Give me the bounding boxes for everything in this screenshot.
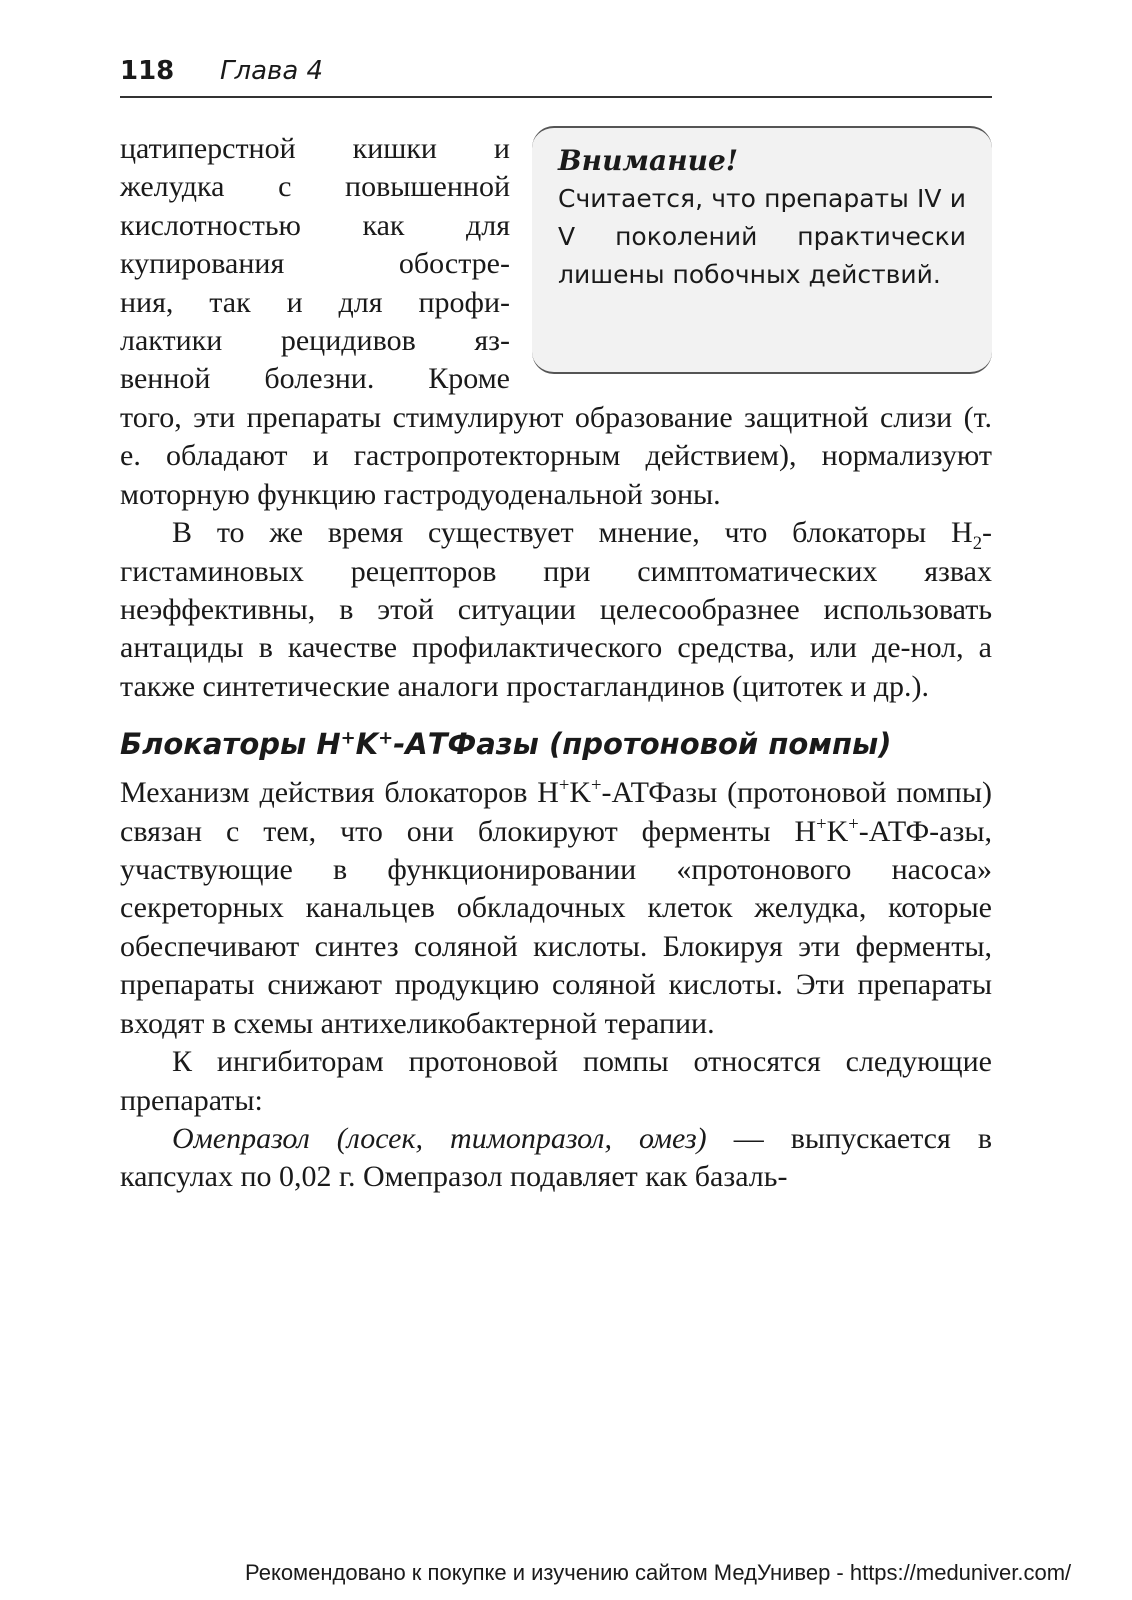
text-run: Блокаторы H: [120, 727, 341, 762]
intro-line: желудка с повышенной: [120, 170, 510, 204]
page-number: 118: [120, 56, 175, 86]
paragraph: [120, 514, 992, 706]
superscript: +: [378, 727, 394, 749]
text-run: -АТФазы (протоновой помпы) связан с тем, что они блокируют ферменты H: [120, 776, 992, 848]
intro-line: цатиперстной кишки и: [120, 132, 510, 165]
text-run: K: [355, 727, 379, 762]
paragraph: К ингибиторам протоновой помпы относятся следующие препараты:: [120, 1045, 992, 1117]
callout-title: Внимание!: [558, 144, 739, 177]
chapter-title: Глава 4: [220, 56, 324, 86]
attention-callout: [532, 126, 992, 374]
callout-text: Считается, что препараты IV и V поколений практически лишены побочных действий.: [558, 184, 966, 289]
text-run: K: [826, 814, 849, 848]
text-run: В то же время существует мнение, что блокаторы H: [172, 516, 973, 550]
intro-line: купирования обостре-: [120, 247, 510, 281]
text-run: -гистаминовых рецепторов при симптоматических язвах неэффективны, в этой ситуации целесообразнее использовать антациды в качестве профилактического средства, или де-нол, а также синтетические аналоги простагландинов (цитотек и др.).: [120, 516, 992, 703]
paragraph: [120, 774, 992, 1043]
intro-line: ния, так и для профи-: [120, 285, 510, 319]
intro-column: [120, 130, 510, 399]
superscript: +: [558, 775, 570, 797]
text-run: — выпускается в капсулах по 0,02 г. Омепразол подавляет как базаль-: [120, 1121, 992, 1194]
intro-line: кислотностью как для: [120, 208, 510, 242]
section-heading: [120, 724, 992, 764]
text-run: -АТФазы (протоновой помпы): [393, 727, 892, 762]
paragraph: того, эти препараты стимулируют образование защитной слизи (т. е. обладают и гастропротекторным действием), нормализуют моторную функцию гастродуоденальной зоны.: [120, 401, 992, 511]
paragraph: [120, 1120, 992, 1197]
text-run: -АТФ-азы, участвующие в функционировании «протонового насоса» секреторных канальцев обкладочных клеток желудка, которые обеспечивают синтез соляной кислоты. Блокируя эти ферменты, препараты снижают продукцию соляной кислоты. Эти препараты входят в схемы антихеликобактерной терапии.: [120, 814, 992, 1040]
intro-line: венной болезни. Кроме: [120, 362, 510, 396]
footer-recommendation: Рекомендовано к покупке и изучению сайтом МедУнивер - https://meduniver.com/: [245, 1560, 1072, 1585]
page-header: [120, 52, 992, 98]
superscript: +: [340, 727, 356, 749]
superscript: +: [816, 813, 827, 835]
main-text: [120, 399, 992, 1197]
superscript: +: [591, 775, 602, 797]
text-run: Механизм действия блокаторов H: [120, 776, 559, 810]
intro-line: лактики рецидивов яз-: [120, 324, 510, 358]
superscript: +: [848, 813, 859, 835]
subscript: 2: [972, 533, 982, 555]
drug-name: Омепразол (лосек, тимопразол, омез): [172, 1121, 707, 1155]
text-run: K: [569, 776, 592, 810]
